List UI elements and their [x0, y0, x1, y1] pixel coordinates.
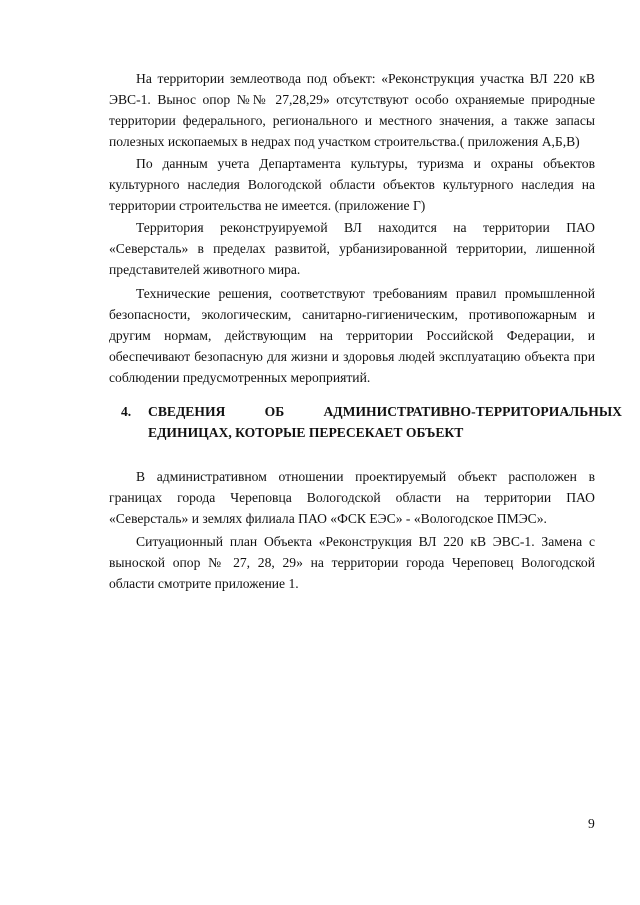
- paragraph-situation-plan: Ситуационный план Объекта «Реконструкция ВЛ 220 кВ ЭВС-1. Замена с выноской опор № 27, 28, 29» на территории города Череповец Вологодской области смотрите приложение 1.: [109, 534, 595, 591]
- section-heading: [121, 401, 622, 443]
- page-number: 9: [588, 816, 595, 831]
- paragraph-technical-solutions: Технические решения, соответствуют требованиям правил промышленной безопасности, экологическим, санитарно-гигиеническим, противопожарным и другим нормам, действующим на территории Российской Федерации, и обеспечивают безопасную для жизни и здоровья людей эксплуатацию объекта при соблюдении предусмотренных мероприятий.: [109, 286, 595, 385]
- paragraph-land-allotment: На территории землеотвода под объект: «Реконструкция участка ВЛ 220 кВ ЭВС-1. Вынос опор №№ 27,28,29» отсутствуют особо охраняемые природные территории федерального, регионального и местного значения, а также запасы полезных ископаемых в недрах под участком строительства.( приложения А,Б,В): [109, 71, 595, 149]
- paragraph-territory: Территория реконструируемой ВЛ находится на территории ПАО «Северсталь» в пределах развитой, урбанизированной территории, лишенной представителей животного мира.: [109, 220, 595, 277]
- paragraph-administrative-location: В административном отношении проектируемый объект расположен в границах города Череповца Вологодской области на территории ПАО «Северсталь» и землях филиала ПАО «ФСК ЕЭС» - «Вологодское ПМЭС».: [109, 469, 595, 526]
- section-title: СВЕДЕНИЯ ОБ АДМИНИСТРАТИВНО-ТЕРРИТОРИАЛЬНЫХ ЕДИНИЦАХ, КОТОРЫЕ ПЕРЕСЕКАЕТ ОБЪЕКТ: [148, 404, 622, 440]
- paragraph-cultural-heritage: По данным учета Департамента культуры, туризма и охраны объектов культурного наследия Вологодской области объектов культурного наследия на территории строительства не имеется. (приложение Г): [109, 156, 595, 213]
- section-number: 4.: [121, 404, 132, 419]
